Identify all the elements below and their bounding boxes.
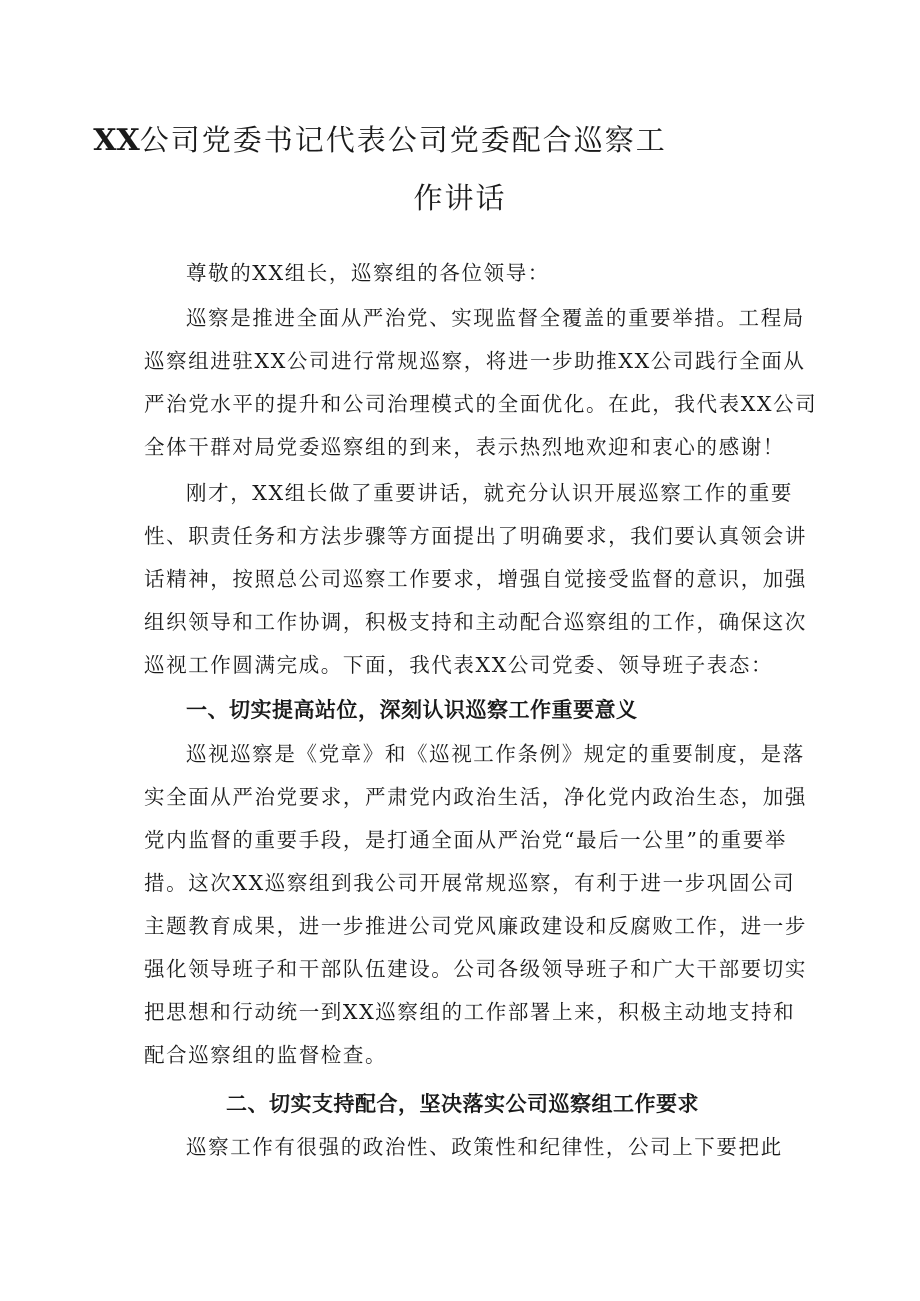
para1-line-3: 严治党水平的提升和公司治理模式的全面优化。在此，我代表XX公司 [144, 392, 818, 416]
document-title-line-2: 作讲话 [413, 181, 507, 215]
para1-line-2: 巡察组进驻XX公司进行常规巡察，将进一步助推XX公司践行全面从 [144, 349, 806, 373]
section-heading-2: 二、切实支持配合，坚决落实公司巡察组工作要求 [226, 1092, 699, 1116]
title-xx: XX [93, 123, 140, 158]
para2-line-2: 性、职责任务和方法步骤等方面提出了明确要求，我们要认真领会讲 [144, 524, 807, 548]
para1-line-1: 巡察是推进全面从严治党、实现监督全覆盖的重要举措。工程局 [186, 306, 805, 330]
section-heading-1: 一、切实提高站位，深刻认识巡察工作重要意义 [186, 698, 638, 722]
greeting: 尊敬的XX组长，巡察组的各位领导： [186, 261, 550, 285]
para3-line-3: 党内监督的重要手段，是打通全面从严治党“最后一公里”的重要举 [144, 828, 787, 852]
para2-line-3: 话精神，按照总公司巡察工作要求，增强自觉接受监督的意识，加强 [144, 567, 807, 591]
para2-line-5: 巡视工作圆满完成。下面，我代表XX公司党委、领导班子表态： [144, 653, 774, 677]
para3-line-1: 巡视巡察是《党章》和《巡视工作条例》规定的重要制度，是落 [186, 742, 805, 766]
title-line-1-text: 公司党委书记代表公司党委配合巡察工 [139, 123, 667, 157]
para2-line-1: 刚才，XX组长做了重要讲话，就充分认识开展巡察工作的重要 [186, 481, 793, 505]
para4-line-1: 巡察工作有很强的政治性、政策性和纪律性，公司上下要把此 [186, 1135, 783, 1159]
para3-line-7: 把思想和行动统一到XX巡察组的工作部署上来，积极主动地支持和 [144, 1000, 796, 1024]
document-title-line-1 [60, 118, 700, 159]
para1-line-4: 全体干群对局党委巡察组的到来，表示热烈地欢迎和衷心的感谢！ [144, 435, 785, 459]
para3-line-8: 配合巡察组的监督检查。 [144, 1043, 388, 1067]
para3-line-5: 主题教育成果，进一步推进公司党风廉政建设和反腐败工作，进一步 [144, 914, 807, 938]
para3-line-2: 实全面从严治党要求，严肃党内政治生活，净化党内政治生态，加强 [144, 785, 807, 809]
para2-line-4: 组织领导和工作协调，积极支持和主动配合巡察组的工作，确保这次 [144, 610, 807, 634]
para3-line-4: 措。这次XX巡察组到我公司开展常规巡察，有利于进一步巩固公司 [144, 871, 796, 895]
para3-line-6: 强化领导班子和干部队伍建设。公司各级领导班子和广大干部要切实 [144, 957, 807, 981]
